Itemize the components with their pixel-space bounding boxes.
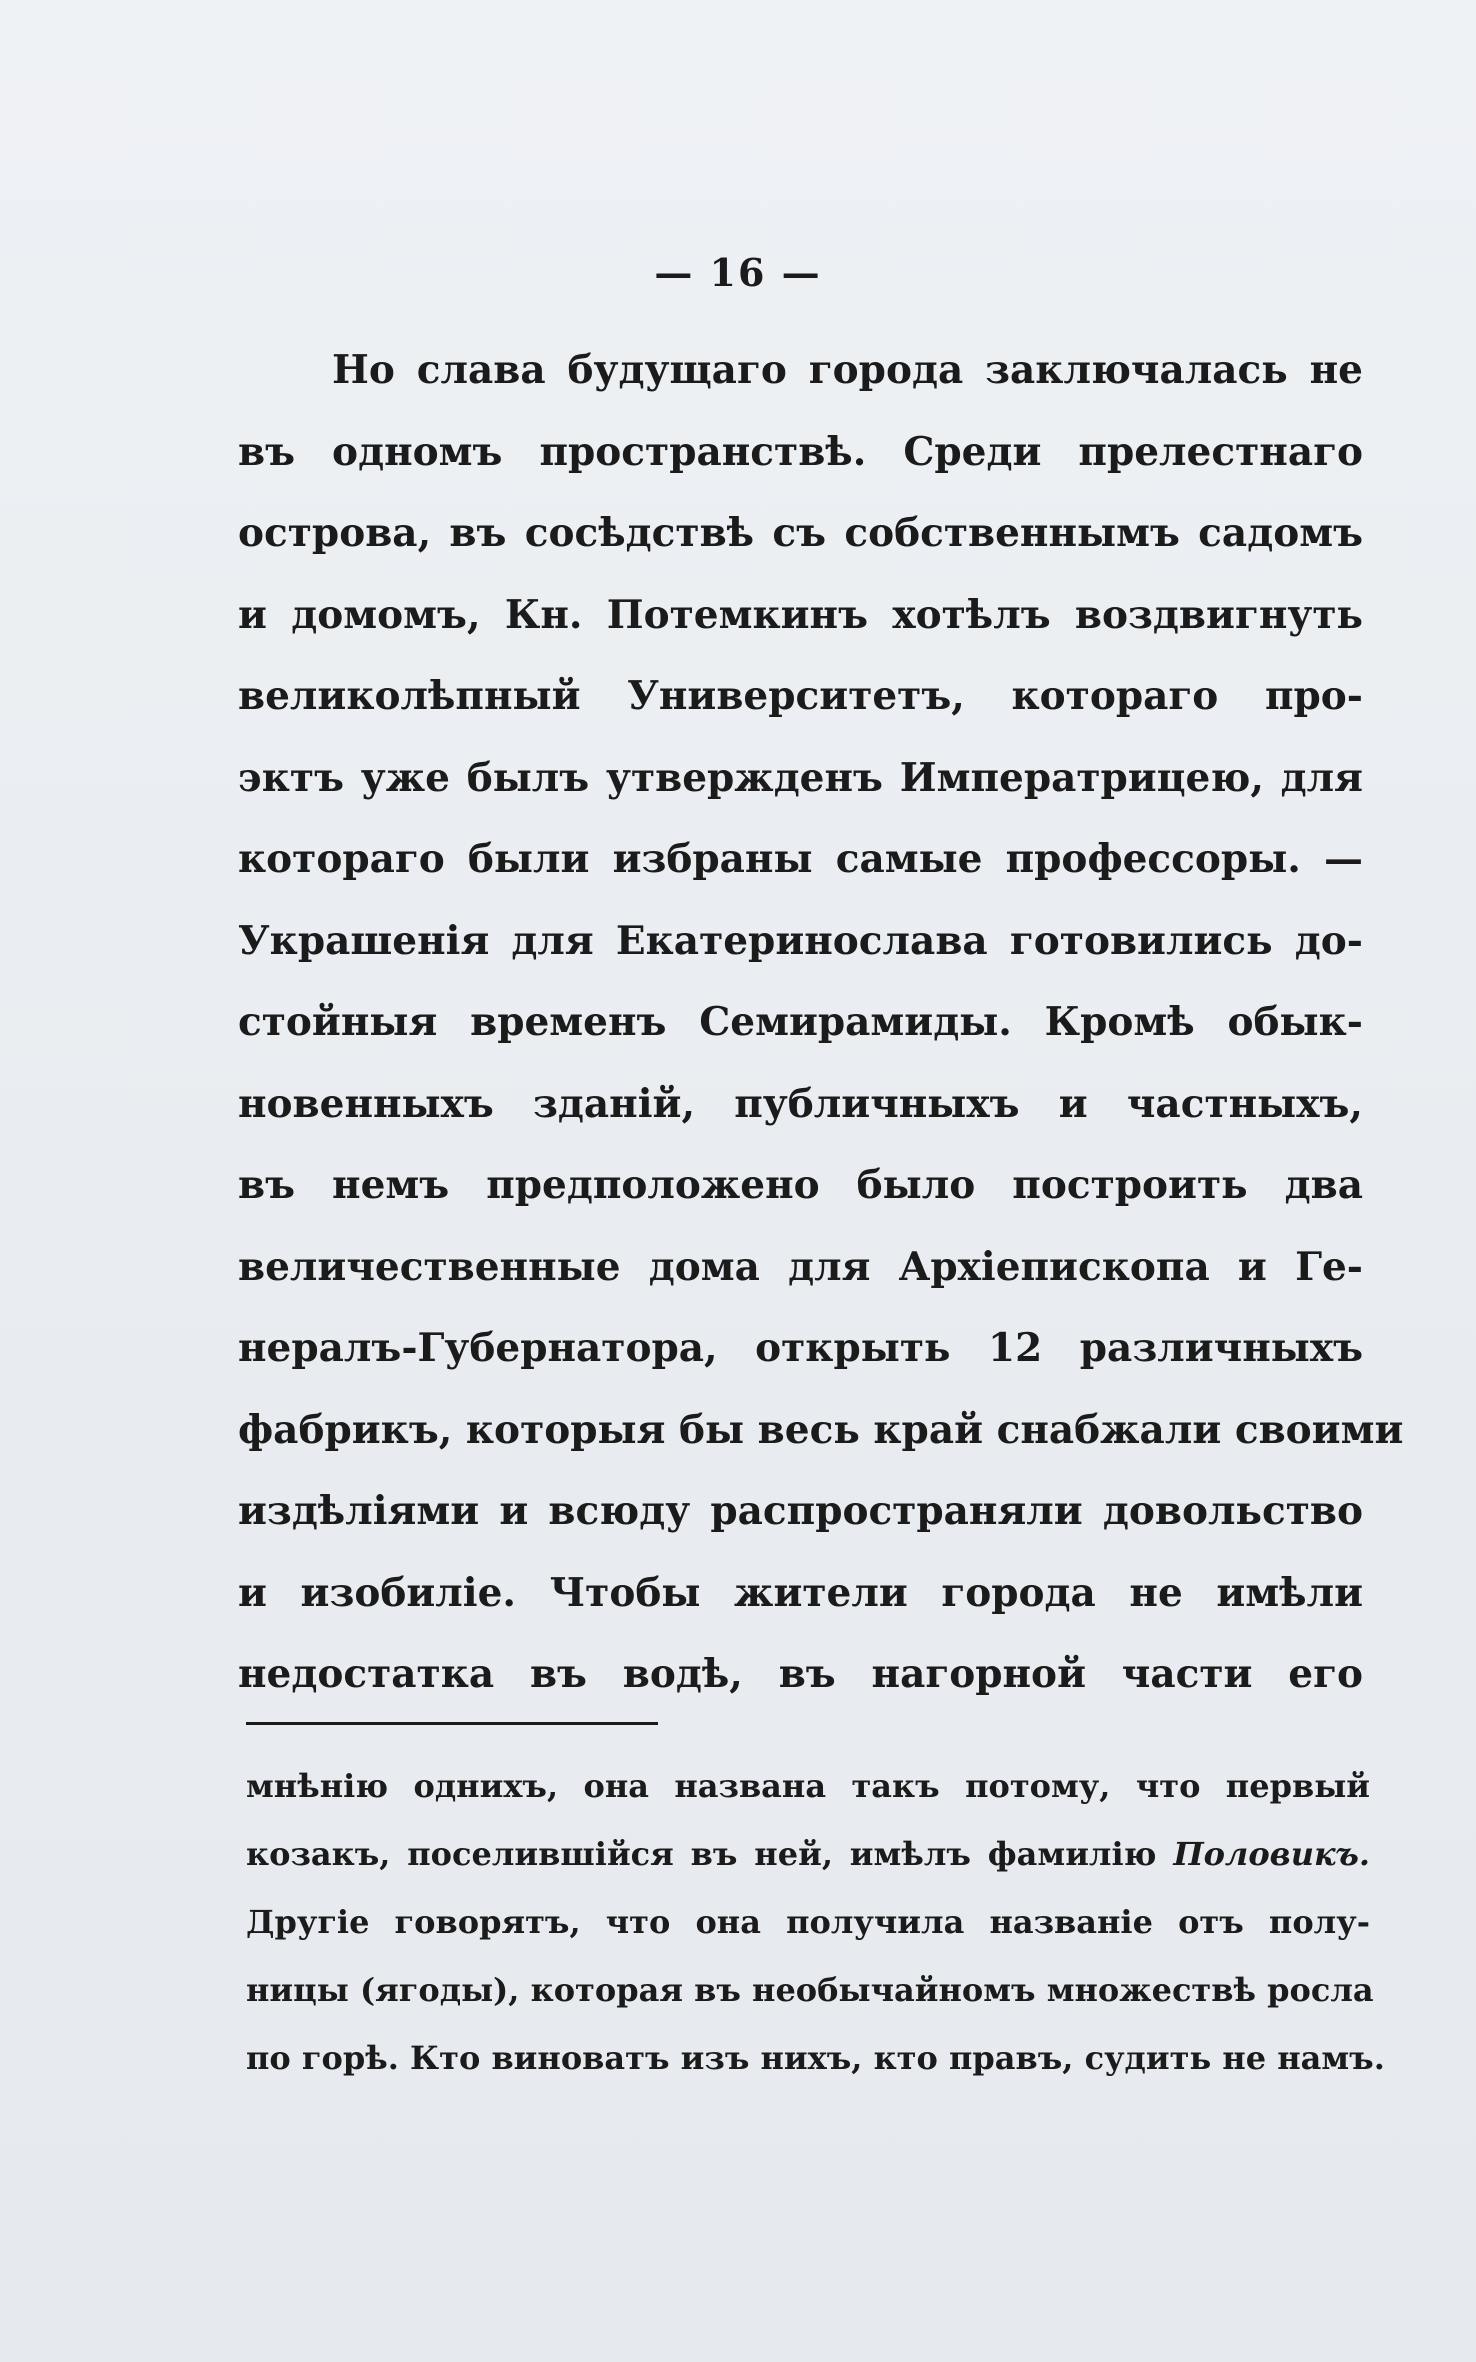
text-line: нералъ-Губернатора, открыть 12 различныхъ: [238, 1325, 1363, 1371]
text-line: эктъ уже былъ утвержденъ Императрицею, для: [238, 754, 1363, 801]
text-line: острова, въ сосѣдствѣ съ собственнымъ садомъ: [238, 510, 1363, 556]
footnote-italic-surname: Половикъ.: [1173, 1835, 1371, 1873]
text-line: котораго были избраны самые профессоры. —: [238, 836, 1363, 882]
page-number: — 16 —: [654, 250, 822, 295]
footnote-line: мнѣнію однихъ, она названа такъ потому, что первый: [246, 1767, 1370, 1805]
text-line: и изобиліе. Чтобы жители города не имѣли: [238, 1569, 1363, 1616]
footnote-line: [246, 1820, 1370, 1888]
main-text: [238, 330, 1404, 1716]
text-line: великолѣпный Университетъ, котораго про-: [238, 673, 1363, 719]
footnote-line: Другіе говорятъ, что она получила названіе отъ полу-: [246, 1903, 1370, 1941]
text-line: новенныхъ зданій, публичныхъ и частныхъ,: [238, 1080, 1363, 1127]
text-line: величественные дома для Архіепископа и Ге-: [238, 1243, 1363, 1290]
text-line: Но слава будущаго города заключалась не: [332, 347, 1363, 393]
text-line: недостатка въ водѣ, въ нагорной части его: [238, 1651, 1363, 1697]
text-line: фабрикъ, которыя бы весь край снабжали своими: [238, 1406, 1404, 1453]
text-line: Украшенія для Екатеринослава готовились до-: [238, 917, 1363, 964]
text-line: издѣліями и всюду распространяли довольство: [238, 1488, 1363, 1534]
text-line: въ немъ предположено было построить два: [238, 1162, 1363, 1208]
text-line: и домомъ, Кн. Потемкинъ хотѣлъ воздвигнуть: [238, 591, 1363, 638]
footnote-line: по горѣ. Кто виноватъ изъ нихъ, кто правъ, судить не намъ.: [246, 2039, 1385, 2077]
footnote-block: [246, 1752, 1385, 2092]
footnote-line-text: козакъ, поселившійся въ ней, имѣлъ фамилію: [246, 1835, 1157, 1873]
text-line: въ одномъ пространствѣ. Среди прелестнаго: [238, 428, 1363, 475]
footnote-line: ницы (ягоды), которая въ необычайномъ множествѣ росла: [246, 1971, 1374, 2009]
footnote-divider: [246, 1722, 658, 1725]
text-line: стойныя временъ Семирамиды. Кромѣ обык-: [238, 999, 1363, 1045]
